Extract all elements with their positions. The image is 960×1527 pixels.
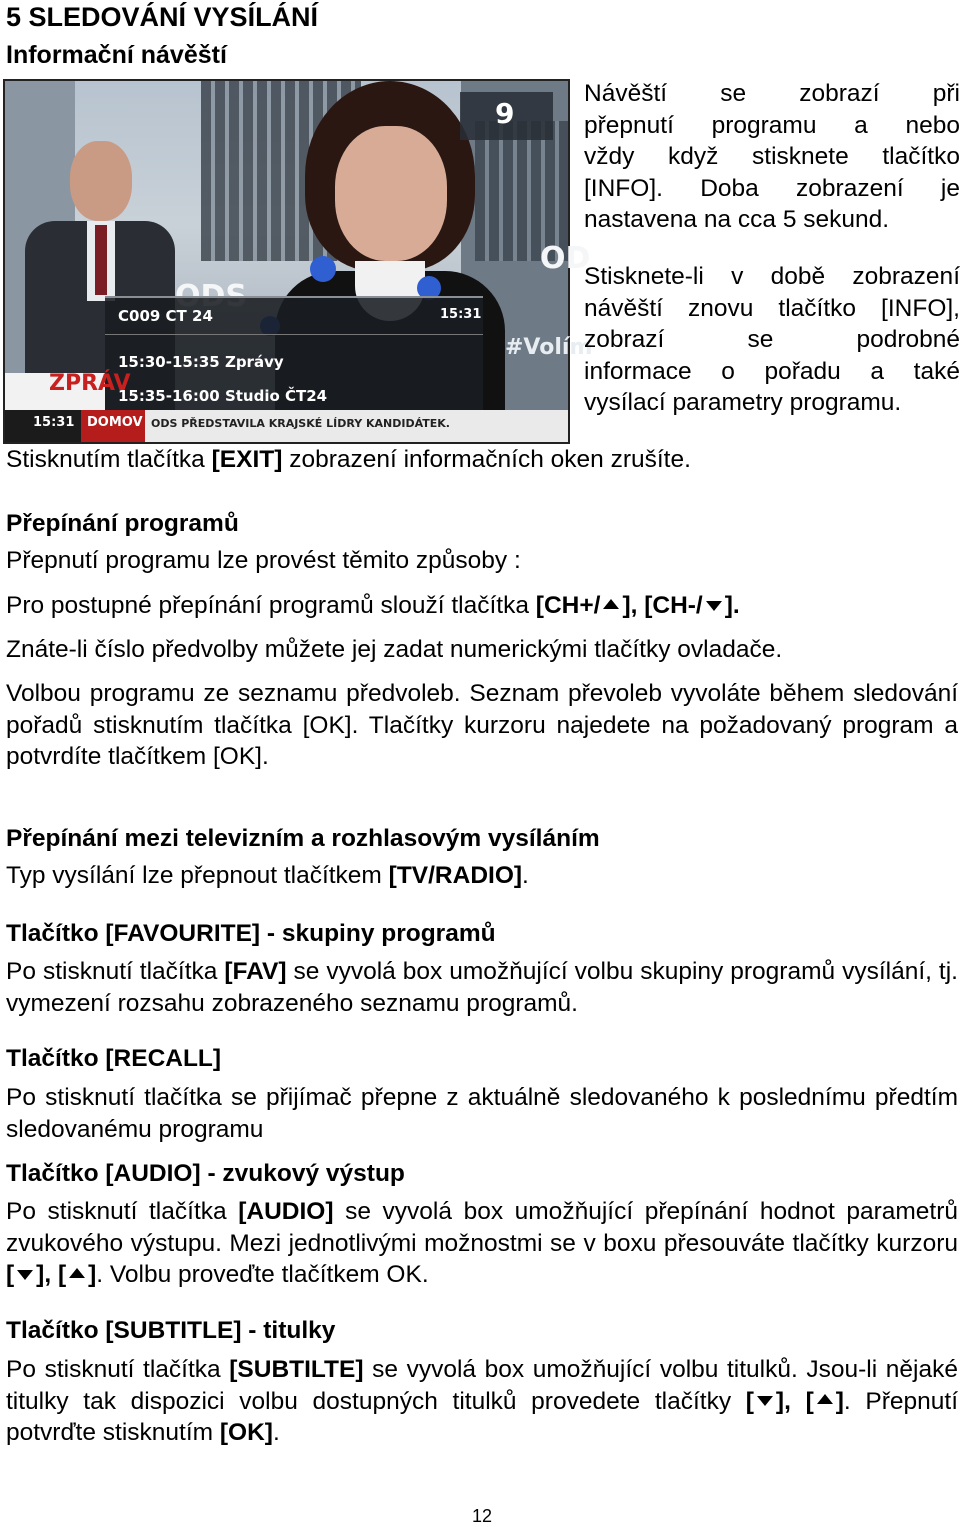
audio-description: Po stisknutí tlačítka [AUDIO] se vyvolá box umožňující přepínání hodnot parametrů zvukového výstupu. Mezi jednotlivými možnostmi se v boxu přesouváte tlačítky kurzoru [ ], [ ]. Volbu proveďte tlačítkem OK. bbox=[6, 1198, 959, 1288]
favourite-description: Po stisknutí tlačítka [FAV] se vyvolá box umožňující volbu skupiny programů vysílání, tj. vymezení rozsahu zobrazeného seznamu programů. bbox=[6, 958, 958, 1017]
arrow-down-icon bbox=[757, 1396, 773, 1406]
osd-time: 15:31 bbox=[440, 307, 482, 322]
tv-radio-instruction: Typ vysílání lze přepnout tlačítkem [TV/RADIO]. bbox=[6, 862, 529, 889]
info-banner-description: Návěští se zobrazí při přepnutí programu a nebo vždy když stisknete tlačítko [INFO]. Doba zobrazení je nastavena na cca 5 sekund. bbox=[584, 80, 960, 233]
arrow-up-icon bbox=[817, 1394, 833, 1404]
tv-screenshot bbox=[3, 79, 593, 444]
osd-channel-label: C009 CT 24 bbox=[118, 307, 213, 325]
section-title-tv-radio: Přepínání mezi televizním a rozhlasovým vysíláním bbox=[6, 825, 600, 852]
switching-intro: Přepnutí programu lze provést těmito způsoby : bbox=[6, 547, 521, 574]
channel-list-instruction: Volbou programu ze seznamu předvoleb. Seznam převoleb vyvoláte během sledování pořadů stisknutím tlačítka [OK]. Tlačítky kurzoru najedete na požadovaný program a potvrdíte tlačítkem [OK]. bbox=[6, 680, 958, 770]
arrow-down-icon bbox=[17, 1270, 33, 1280]
arrow-down-icon bbox=[706, 601, 722, 611]
page-number: 12 bbox=[472, 1506, 493, 1526]
channel-logo: ZPRÁV bbox=[49, 371, 131, 396]
section-title-switching: Přepínání programů bbox=[6, 510, 239, 537]
osd-current-program: 15:30-15:35 Zprávy bbox=[118, 353, 284, 371]
section-title-audio: Tlačítko [AUDIO] - zvukový výstup bbox=[6, 1160, 405, 1187]
info-detail-description: Stisknete-li v době zobrazení návěští znovu tlačítko [INFO], zobrazí se podrobné informace o pořadu a také vysílací parametry programu. bbox=[584, 263, 960, 416]
channel-up-down-instruction: Pro postupné přepínání programů slouží tlačítka [CH+/ ], [CH-/ ]. bbox=[6, 592, 740, 619]
ticker-section: DOMOV bbox=[87, 415, 143, 430]
page-title: 5 SLEDOVÁNÍ VYSÍLÁNÍ bbox=[6, 2, 319, 32]
numeric-instruction: Znáte-li číslo předvolby můžete jej zadat numerickými tlačítky ovladače. bbox=[6, 636, 783, 663]
osd-next-program: 15:35-16:00 Studio ČT24 bbox=[118, 387, 328, 405]
channel-number-badge: 9 bbox=[495, 97, 515, 130]
exit-instruction: Stisknutím tlačítka [EXIT] zobrazení informačních oken zrušíte. bbox=[6, 446, 691, 473]
arrow-up-icon bbox=[603, 599, 619, 609]
section-title-favourite: Tlačítko [FAVOURITE] - skupiny programů bbox=[6, 920, 496, 947]
ticker-headline: ODS PŘEDSTAVILA KRAJSKÉ LÍDRY KANDIDÁTEK. bbox=[151, 417, 450, 430]
section-title-recall: Tlačítko [RECALL] bbox=[6, 1045, 222, 1072]
wall-hashtag: #Volím bbox=[505, 335, 593, 360]
arrow-up-icon bbox=[69, 1268, 85, 1278]
wall-logo-ods-right: OD bbox=[540, 241, 591, 276]
section-title-subtitle: Tlačítko [SUBTITLE] - titulky bbox=[6, 1317, 336, 1344]
subtitle-description: Po stisknutí tlačítka [SUBTILTE] se vyvolá box umožňující volbu titulků. Jsou-li nějaké titulky tak dispozici volbu dostupných titulků provedete tlačítky [ ], [ ]. Přepnutí potvrďte stisknutím [OK]. bbox=[6, 1356, 959, 1446]
section-title-info-banner: Informační návěští bbox=[6, 41, 227, 69]
recall-description: Po stisknutí tlačítka se přijímač přepne z aktuálně sledovaného k poslednímu předtím sledovanému programu bbox=[6, 1084, 958, 1143]
ticker-clock: 15:31 bbox=[33, 415, 75, 430]
